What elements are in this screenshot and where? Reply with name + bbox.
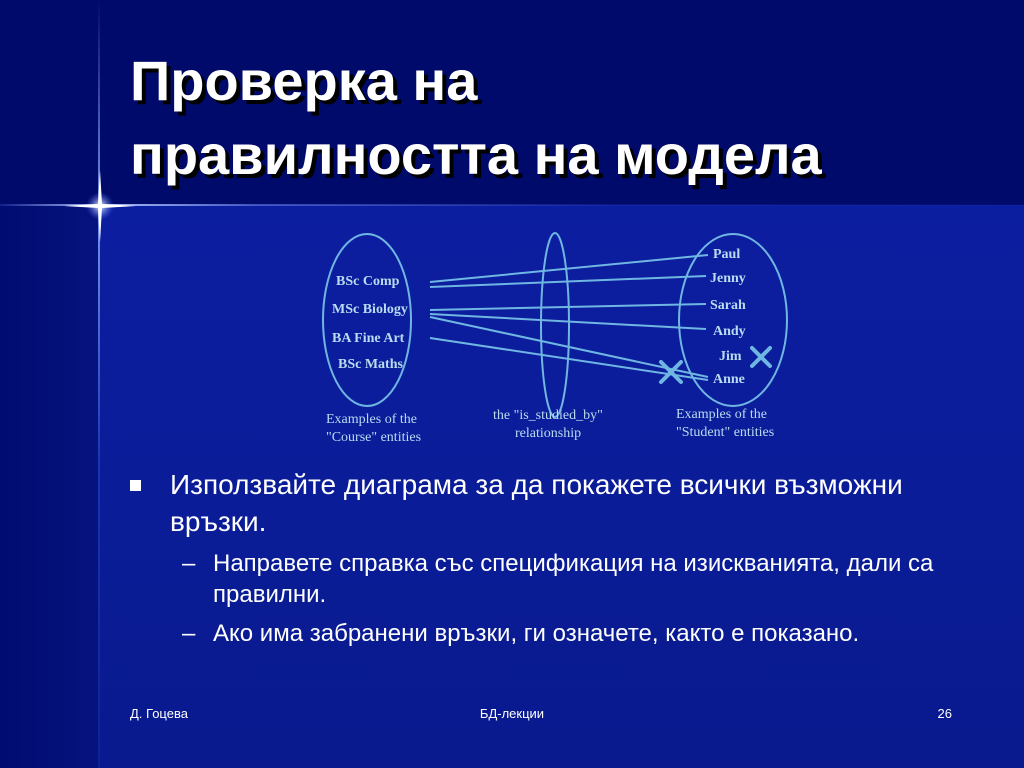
title-line: правилността на модела [130,123,822,186]
course-label: BSc Comp [336,274,400,289]
sub-bullet-text: Направете справка със спецификация на изискванията, дали са правилни. [213,550,934,608]
footer-page-number: 26 [937,706,952,721]
bullet-item [130,466,990,540]
course-label: BA Fine Art [332,331,405,346]
slide-title [130,44,990,192]
dash-bullet-icon: – [182,620,196,647]
student-label: Paul [713,247,741,262]
student-label: Andy [713,324,746,339]
sub-bullet-item [130,618,990,649]
course-label: BSc Maths [338,357,403,372]
relationship-diagram [318,228,808,450]
left-band-background [0,205,98,768]
square-bullet-icon [130,480,141,491]
sub-bullet-item [130,548,990,610]
student-label: Jim [719,349,742,364]
dash-bullet-icon: – [182,550,196,577]
relationship-caption: relationship [515,426,582,441]
course-label: MSc Biology [332,302,408,317]
bullet-text: Използвайте диаграма за да покажете всички възможни връзки. [170,469,903,537]
title-line: Проверка на [130,49,478,112]
student-caption: "Student" entities [676,425,775,440]
student-label: Jenny [710,271,746,286]
footer-author: Д. Гоцева [130,706,188,721]
horizontal-accent-line [0,204,1024,206]
footer-course: БД-лекции [479,706,545,721]
sparkle-icon [62,168,138,244]
course-set-ellipse [323,234,411,406]
student-caption: Examples of the [676,407,767,422]
course-caption: Examples of the [326,412,417,427]
sub-bullet-text: Ако има забранени връзки, ги означете, както е показано. [213,620,860,647]
forbidden-link-x-icon [661,362,681,382]
student-label: Sarah [710,298,746,313]
course-caption: "Course" entities [326,430,422,445]
bullet-list [130,466,990,649]
student-label: Anne [713,372,745,387]
relationship-ellipse [541,233,569,417]
forbidden-link-x-icon [752,348,770,366]
relationship-caption: the "is_studied_by" [493,408,603,423]
vertical-accent-line [98,0,100,768]
